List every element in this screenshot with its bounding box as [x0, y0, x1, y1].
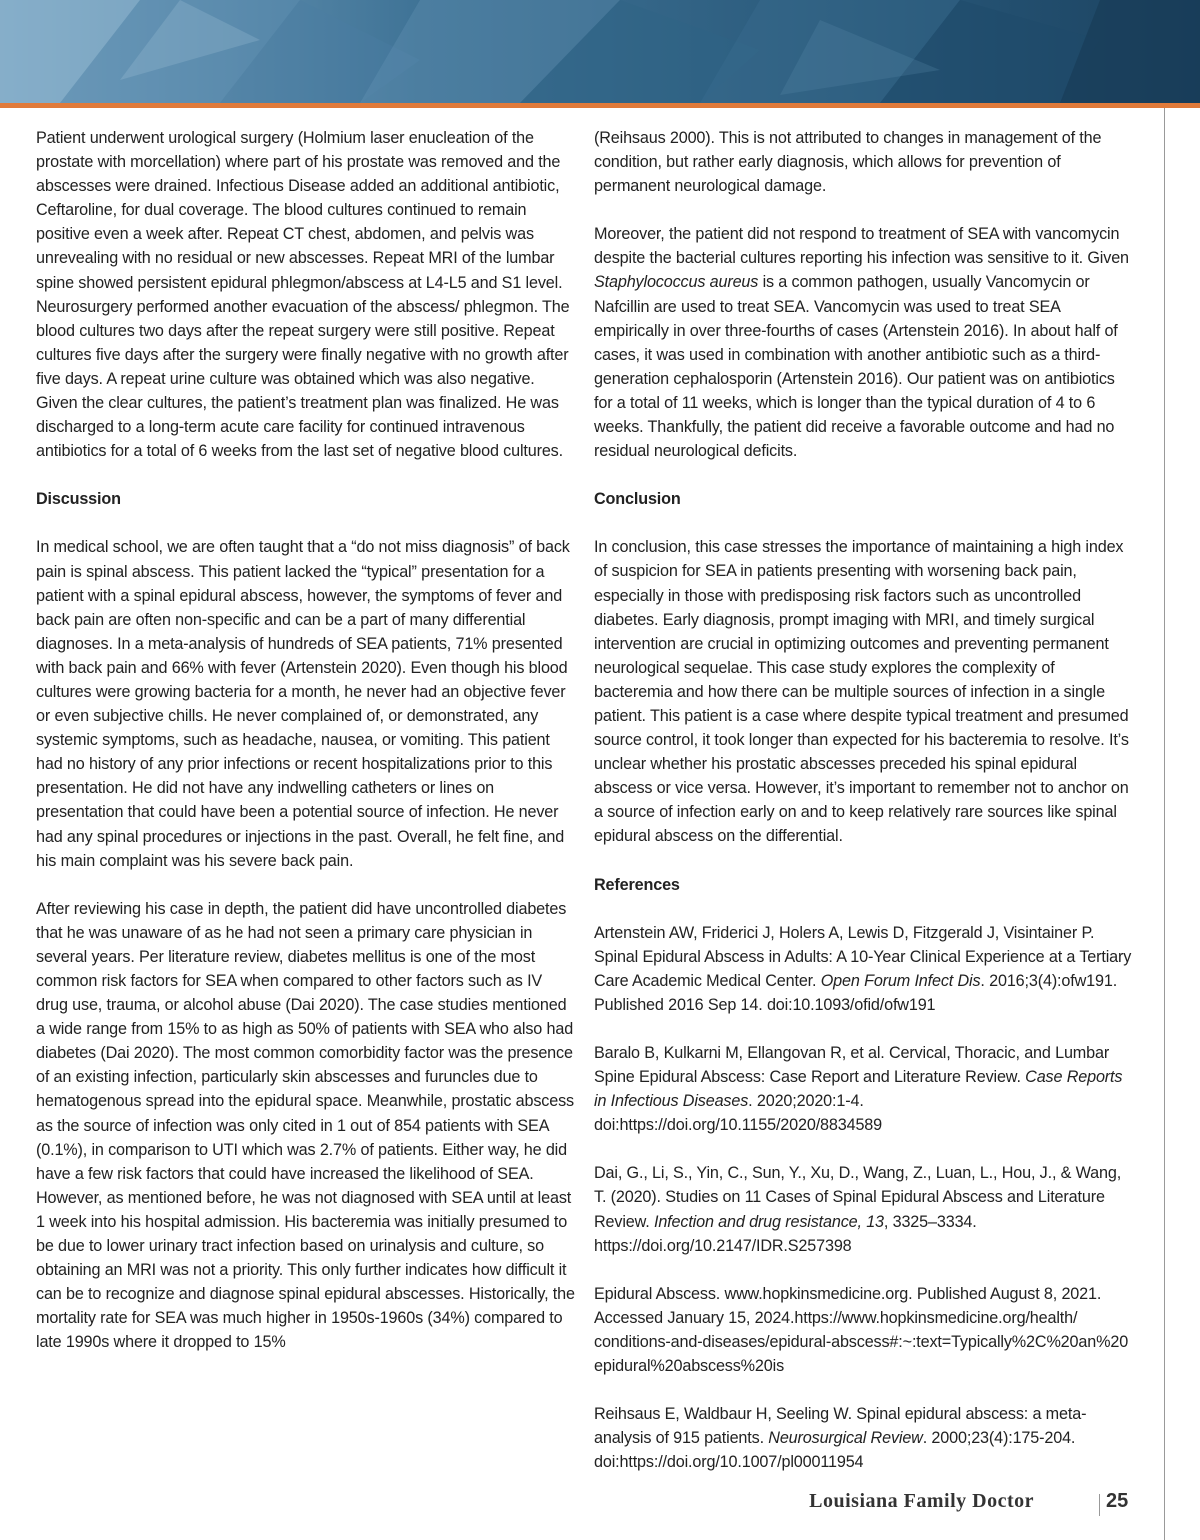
- header-banner: [0, 0, 1200, 103]
- case-paragraph: Patient underwent urological surgery (Holmium laser enucleation of the prostate with morcellation) where part of his prostate was removed and the abscesses were drained. Infectious Disease added an additional antibiotic, Ceftaroline, for dual coverage. The blood cultures continued to remain positive even a week after. Repeat CT chest, abdomen, and pelvis was unrevealing with no residual or new abscesses. Repeat MRI of the lumbar spine showed persistent epidural phlegmon/abscess at L4-L5 and S1 level. Neurosurgery performed another evacuation of the abscess/ phlegmon. The blood cultures two days after the repeat surgery were still positive. Repeat cultures five days after the surgery were finally negative with no growth after five days. A repeat urine culture was obtained which was also negative. Given the clear cultures, the patient’s treatment plan was finalized. He was discharged to a long-term acute care facility for continued intravenous antibiotics for a total of 6 weeks from the last set of negative blood cultures.: [36, 129, 570, 461]
- discussion-paragraph-2: After reviewing his case in depth, the patient did have uncontrolled diabetes that he was unaware of as he had not seen a primary care physician in several years. Per literature review, diabetes mellitus is one of the most common risk factors for SEA when compared to other factors such as IV drug use, trauma, or alcohol abuse (Dai 2020). The case studies mentioned a wide range from 15% to as high as 50% of patients with SEA who also had diabetes (Dai 2020). The most common comorbidity factor was the presence of an existing infection, particularly skin abscesses and furuncles due to hematogenous spread into the epidural space. Meanwhile, prostatic abscess as the source of infection was only cited in 1 out of 854 patients with SEA (0.1%), in comparison to UTI which was 2.7% of patients. Either way, he did have a few risk factors that could have increased the likelihood of SEA. However, as mentioned before, he was not diagnosed with SEA until at least 1 week into his hospital admission. His bacteremia was initially presumed to be due to lower urinary tract infection based on urinalysis and culture, so obtaining an MRI was not a priority. This only further indicates how difficult it can be to recognize and diagnose spinal epidural abscesses. Historically, the mortality rate for SEA was much higher in 1950s-1960s (34%) compared to late 1990s where it dropped to 15%: [36, 899, 575, 1352]
- discussion-paragraph-1: In medical school, we are often taught that a “do not miss diagnosis” of back pain is spinal abscess. This patient lacked the “typical” presentation for a patient with a spinal epidural abscess, however, the symptoms of fever and back pain are often non-specific and can be a part of many differential diagnoses. In a meta-analysis of hundreds of SEA patients, 71% presented with back pain and 66% with fever (Artenstein 2020). Even though his blood cultures were growing bacteria for a month, he never had an objective fever or even subjective chills. He never complained of, or demonstrated, any systemic symptoms, such as headache, nausea, or vomiting. This patient had no history of any prior infections or recent hospitalizations prior to this presentation. He did not have any indwelling catheters or lines on presentation that could have been a potential source of infection. He never had any spinal procedures or injections in the past. Overall, he felt fine, and his main complaint was his severe back pain.: [36, 538, 570, 870]
- reference-item: Baralo B, Kulkarni M, Ellangovan R, et al. Cervical, Thoracic, and Lumbar Spine Epidural Abscess: Case Report and Literature Review. Case Reports in Infectious Diseases. 2020;2020:1-4. doi:https://doi.org/10.1155/2020/8834589: [594, 1044, 1123, 1135]
- discussion-paragraph-4: Moreover, the patient did not respond to treatment of SEA with vancomycin despite the bacterial cultures reporting his infection was sensitive to it. Given Staphylococcus aureus is a common pathogen, usually Vancomycin or Nafcillin are used to treat SEA. Vancomycin was used to treat SEA empirically in over three-fourths of cases (Artenstein 2016). In about half of cases, it was used in combination with another antibiotic such as a third-generation cephalosporin (Artenstein 2016). Our patient was on antibiotics for a total of 11 weeks, which is longer than the typical duration of 4 to 6 weeks. Thankfully, the patient did receive a favorable outcome and had no residual neurological deficits.: [594, 225, 1129, 461]
- publication-title: Louisiana Family Doctor: [809, 1490, 1034, 1512]
- reference-item: Reihsaus E, Waldbaur H, Seeling W. Spinal epidural abscess: a meta-analysis of 915 patients. Neurosurgical Review. 2000;23(4):175-204. doi:https://doi.org/10.1007/pl00011954: [594, 1405, 1087, 1472]
- reference-item: Dai, G., Li, S., Yin, C., Sun, Y., Xu, D., Wang, Z., Luan, L., Hou, J., & Wang, T. (2020). Studies on 11 Cases of Spinal Epidural Abscess and Literature Review. Infection and drug resistance, 13, 3325–3334. https://doi.org/10.2147/IDR.S257398: [594, 1164, 1122, 1255]
- accent-line: [0, 103, 1200, 108]
- page-footer: [0, 1488, 1200, 1528]
- conclusion-heading: Conclusion: [594, 490, 681, 509]
- banner-graphic: [0, 0, 1200, 103]
- conclusion-paragraph: In conclusion, this case stresses the importance of maintaining a high index of suspicion for SEA in patients presenting with worsening back pain, especially in those with predisposing risk factors such as uncontrolled diabetes. Early diagnosis, prompt imaging with MRI, and timely surgical intervention are crucial in optimizing outcomes and preventing permanent neurological sequelae. This case study explores the complexity of bacteremia and how there can be multiple sources of infection in a single patient. This patient is a case where despite typical treatment and presumed source control, it took longer than expected for his bacteremia to resolve. It’s unclear whether his prostatic abscesses preceded his spinal epidural abscess or vice versa. However, it’s important to remember not to anchor on a source of infection early on and to keep relatively rare sources like spinal epidural abscess on the differential.: [594, 538, 1129, 846]
- page-edge-rule: [1164, 108, 1165, 1540]
- left-column: [36, 126, 576, 1379]
- reference-item: Epidural Abscess. www.hopkinsmedicine.org. Published August 8, 2021. Accessed January 15, 2024.https://www.hopkinsmedicine.org/health/ conditions-and-diseases/epidural-abscess#:~:text=Typically%2C%20an%20 epidural%20abscess%20is: [594, 1284, 1129, 1376]
- discussion-heading: Discussion: [36, 490, 121, 509]
- discussion-paragraph-3: (Reihsaus 2000). This is not attributed to changes in management of the condition, but rather early diagnosis, which allows for prevention of permanent neurological damage.: [594, 129, 1102, 196]
- references-heading: References: [594, 875, 680, 894]
- reference-item: Artenstein AW, Friderici J, Holers A, Lewis D, Fitzgerald J, Visintainer P. Spinal Epidural Abscess in Adults: A 10-Year Clinical Experience at a Tertiary Care Academic Medical Center. Open Forum Infect Dis. 2016;3(4):ofw191. Published 2016 Sep 14. doi:10.1093/ofid/ofw191: [594, 923, 1132, 1014]
- page-number: 25: [1106, 1490, 1129, 1512]
- right-column: [594, 126, 1134, 1498]
- footer-divider: [1099, 1494, 1100, 1516]
